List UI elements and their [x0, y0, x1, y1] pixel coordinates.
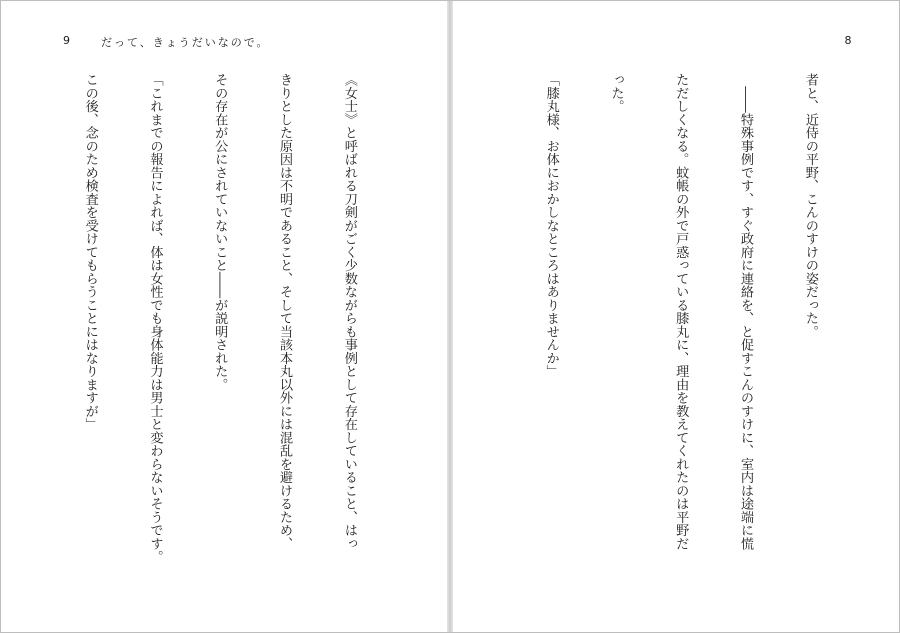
right-page-body — [512, 73, 864, 593]
body-line: ――特殊事例です、すぐ政府に連絡を、と促すこんのすけに、室内は途端に慌 — [738, 73, 754, 550]
left-page — [1, 1, 448, 632]
running-head: だって、きょうだいなので。 — [101, 36, 270, 49]
body-line: 「膝丸様、お体におかしなところはありませんか」 — [543, 73, 559, 378]
body-line: この後、念のため検査を受けてもらうことにはなりますが」 — [82, 73, 98, 431]
body-line: 《女士》と呼ばれる刀剣がごく少数ながらも事例として存在していること、はっ — [341, 73, 357, 550]
body-line: きりとした原因は不明であること、そして当該本丸以外には混乱を避けるため、 — [277, 73, 293, 550]
right-page — [453, 1, 899, 632]
left-page-body — [51, 73, 403, 593]
body-line: ただしくなる。蚊帳の外で戸惑っている膝丸に、理由を教えてくれたのは平野だ — [673, 73, 689, 550]
right-page-number: 8 — [844, 34, 852, 47]
left-page-number: 9 — [63, 34, 71, 47]
body-line: 者と、近侍の平野、こんのすけの姿だった。 — [802, 73, 818, 338]
body-line: 「これまでの報告によれば、体は女性でも身体能力は男士と変わらないそうです。 — [147, 73, 163, 564]
body-line: その存在が公にされていないこと――が説明された。 — [212, 73, 228, 391]
body-line: った。 — [608, 73, 624, 113]
